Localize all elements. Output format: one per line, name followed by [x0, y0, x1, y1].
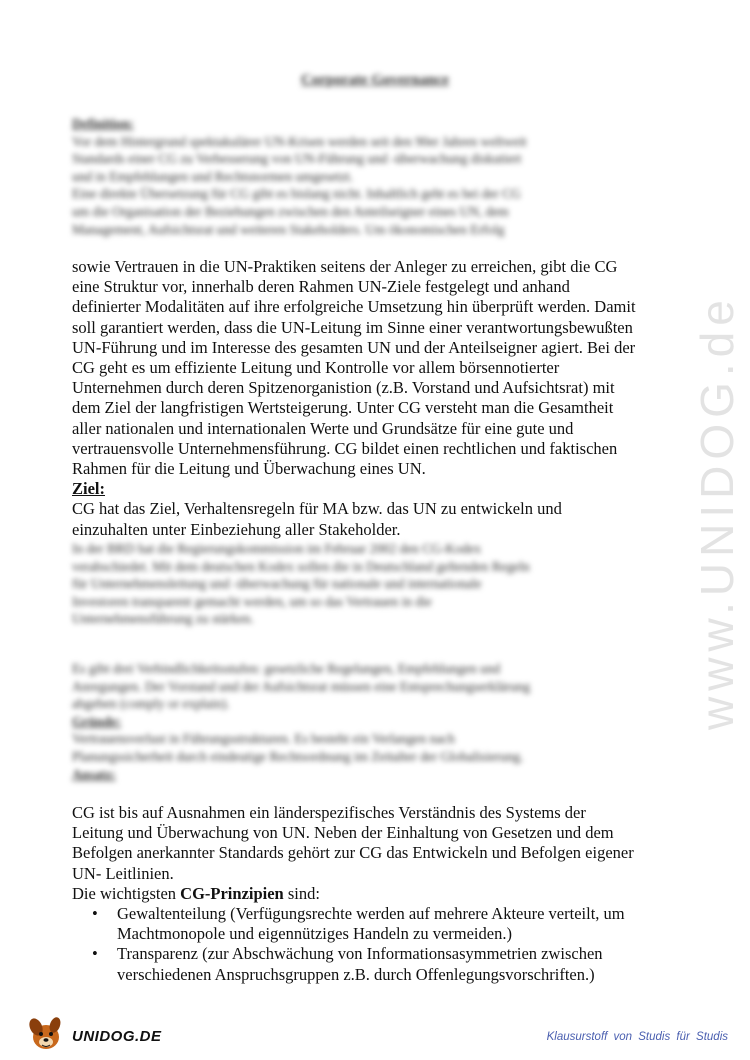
ziel-line: CG hat das Ziel, Verhaltensregeln für MA bzw. das UN zu entwickeln und	[72, 499, 562, 519]
bullet-icon: •	[92, 904, 98, 924]
ziel-line: einzuhalten unter Einbeziehung aller Stakeholder.	[72, 519, 401, 539]
body-line: CG geht es um effiziente Leitung und Kontrolle vor allem börsennotierter	[72, 358, 560, 378]
gruende-line: Planungssicherheit durch eindeutige Rechtsordnung im Zeitalter der Globalisierung.	[72, 748, 524, 764]
kodex-line: für Unternehmensleitung und -überwachung für nationale und internationale	[72, 576, 482, 592]
body-line: sowie Vertrauen in die UN-Praktiken seitens der Anleger zu erreichen, gibt die CG	[72, 257, 618, 276]
body-line: soll garantiert werden, dass die UN-Leitung im Sinne einer verantwortungsbewußten	[72, 317, 633, 337]
body-line: CG ist bis auf Ausnahmen ein länderspezifisches Verständnis des Systems der	[72, 803, 586, 822]
footer-tagline: Klausurstoff von Studis für Studis	[546, 1031, 728, 1043]
definition-heading: Definition:	[72, 116, 134, 131]
list-item	[72, 904, 687, 944]
body-line: UN-Führung und im Interesse des gesamten UN und der Anteilseigner agiert. Bei der	[72, 337, 636, 357]
body-line: definierter Modalitäten auf ihre erfolgreiche Umsetzung hin überprüft werden. Damit	[72, 297, 636, 317]
bullet-line: Transparenz (zur Abschwächung von Informationsasymmetrien zwischen	[117, 944, 603, 964]
kodex-line: In der BRD hat die Regierungskommission im Februar 2002 den CG-Kodex	[72, 541, 482, 556]
body-line: dem Ziel der langfristigen Wertsteigerung. Unter CG versteht man die Gesamtheit	[72, 398, 614, 418]
principles-suffix: sind:	[283, 883, 320, 903]
bullet-icon: •	[92, 944, 98, 964]
definition-line: Standards einer CG zu Verbesserung von UN-Führung und -überwachung diskutiert	[72, 151, 522, 167]
definition-section	[72, 115, 672, 238]
body-line: Befolgen anerkannter Standards gehört zur CG das Entwickeln und Befolgen eigener	[72, 843, 634, 863]
principles-intro	[72, 884, 687, 904]
document-title: Corporate Governance	[301, 72, 449, 88]
bullet-line: Machtmonopole und eigennütziges Handeln zu vermeiden.)	[117, 924, 512, 944]
ansatz-heading: Ansatz:	[72, 766, 116, 782]
principles-prefix: Die wichtigsten	[72, 883, 181, 903]
body-line: Rahmen für die Leitung und Überwachung eines UN.	[72, 459, 426, 479]
kodex-line: Unternehmensführung zu stärken.	[72, 611, 254, 627]
body-line: eine Struktur vor, innerhalb deren Rahmen UN-Ziele festgelegt und anhand	[72, 277, 570, 297]
stufen-line: Es gibt drei Verbindlichkeitsstufen: gesetzliche Regelungen, Empfehlungen und	[72, 661, 501, 676]
body-line: Leitung und Überwachung von UN. Neben der Einhaltung von Gesetzen und dem	[72, 823, 614, 843]
principles-bold: CG-Prinzipien	[180, 883, 284, 903]
definition-line: Eine direkte Übersetzung für CG gibt es bislang nicht. Inhaltlich geht es bei der CG	[72, 186, 521, 202]
bullet-line: verschiedenen Anspruchsgruppen z.B. durch Offenlegungsvorschriften.)	[117, 964, 595, 984]
clear-section-1	[72, 257, 687, 540]
gruende-line: Vertrauensverlust in Führungsstrukturen. Es besteht ein Verlangen nach	[72, 731, 455, 747]
definition-line: um die Organisation der Beziehungen zwischen den Anteilseigner eines UN, dem	[72, 203, 509, 219]
body-line: vertrauensvolle Unternehmensführung. CG bildet einen rechtlichen und faktischen	[72, 438, 618, 458]
body-line: Unternehmen durch deren Spitzenorganistion (z.B. Vorstand und Aufsichtsrat) mit	[72, 378, 615, 398]
dog-icon	[24, 1015, 70, 1053]
stufen-line: Anregungen. Der Vorstand und der Aufsichtsrat müssen eine Entsprechungserklärung	[72, 678, 531, 694]
principles-list	[72, 904, 687, 985]
definition-line: und in Empfehlungen und Rechtsnormen umgesetzt.	[72, 168, 354, 184]
kodex-line: verabschiedet. Mit dem deutschen Kodex sollen die in Deutschland geltenden Regeln	[72, 558, 530, 574]
kodex-line: Investoren transparent gemacht werden, um so das Vertrauen in die	[72, 593, 432, 609]
body-line: aller nationalen und internationalen Werte und Grundsätze für eine gute und	[72, 418, 574, 438]
stufen-line: abgeben (comply or explain).	[72, 696, 230, 712]
ziel-heading: Ziel:	[72, 479, 105, 499]
gruende-heading: Gründe:	[72, 713, 122, 729]
unidog-logo[interactable]	[24, 1015, 164, 1051]
definition-line: Management, Aufsichtsrat und weiteren Stakeholders. Um ökonomischen Erfolg	[72, 221, 505, 237]
watermark-text: www.UNIDOG.de	[691, 294, 743, 730]
definition-line: Vor dem Hintergrund spektakulärer UN-Krisen werden seit den 90er Jahren weltweit	[72, 133, 527, 149]
bullet-line: Gewaltenteilung (Verfügungsrechte werden auf mehrere Akteure verteilt, um	[117, 904, 625, 924]
list-item	[72, 944, 687, 984]
logo-text: UNIDOG.DE	[72, 1028, 162, 1045]
body-line: UN- Leitlinien.	[72, 863, 174, 883]
kodex-section	[72, 540, 672, 628]
clear-section-2	[72, 803, 687, 985]
stufen-section	[72, 660, 672, 783]
